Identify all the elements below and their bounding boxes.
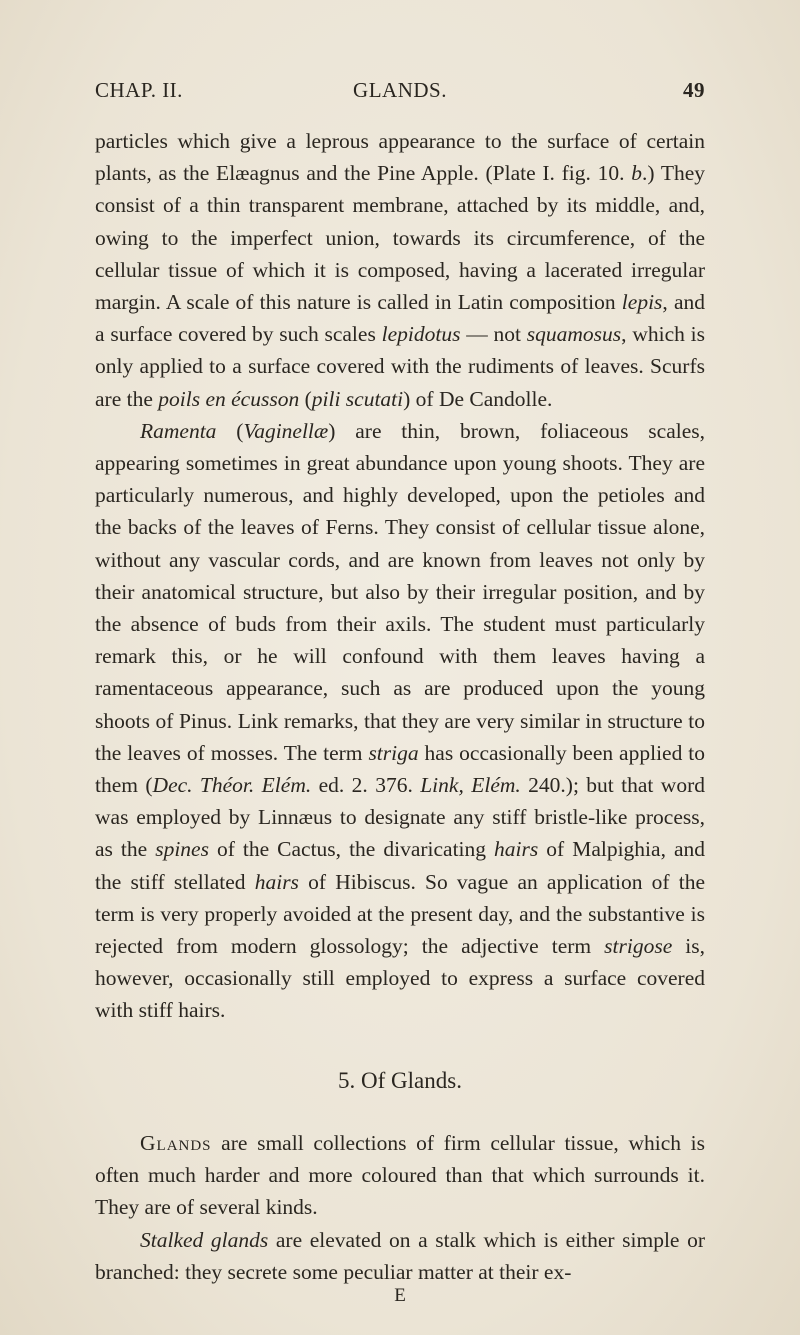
page-title: GLANDS. bbox=[353, 78, 447, 102]
italic-run: Link, Elém. bbox=[420, 773, 521, 798]
italic-run: poils en écusson bbox=[158, 386, 300, 411]
text-run: ( bbox=[299, 386, 312, 411]
signature-mark: E bbox=[394, 1285, 406, 1306]
chapter-label: CHAP. II. bbox=[95, 78, 183, 102]
body-text bbox=[95, 125, 705, 1288]
italic-run: hairs bbox=[494, 837, 539, 862]
paragraph-scurfs bbox=[95, 125, 705, 415]
paragraph-stalked-glands bbox=[95, 1224, 705, 1288]
text-run: 240.); but that word was employed by Linnæus to designate any stiff bristle-like process, as the bbox=[95, 773, 705, 862]
italic-run: squamosus bbox=[526, 322, 622, 347]
italic-run: hairs bbox=[254, 869, 299, 894]
text-run: ) are thin, brown, foliaceous scales, appearing sometimes in great abundance upon young shoots. They are particularly numerous, and highly developed, upon the petioles and the backs of the leaves of Ferns. They consist of cellular tissue alone, without any vascular cords, and are known from leaves not only by their anatomical structure, but also by their irregular position, and by the absence of buds from their axils. The student must particularly remark this, or he will confound with them leaves having a ramentaceous appearance, such as are produced upon the young shoots of Pinus. Link remarks, that they are very similar in structure to the leaves of mosses. The term bbox=[95, 418, 705, 765]
text-run: are small collections of firm cellular tissue, which is often much harder and more coloured than that which surrounds it. They are of several kinds. bbox=[95, 1130, 705, 1220]
small-caps-run: Glands bbox=[140, 1130, 212, 1155]
italic-run: Ramenta bbox=[140, 418, 217, 443]
italic-run: Dec. Théor. Elém. bbox=[152, 773, 312, 798]
italic-run: strigose bbox=[604, 934, 673, 959]
text-run: , which is only applied to a surface covered with the rudiments of leaves. Scurfs are the bbox=[95, 322, 705, 411]
text-run: , and a surface covered by such scales bbox=[95, 290, 706, 347]
italic-run: spines bbox=[155, 837, 209, 862]
page-number: 49 bbox=[683, 78, 705, 102]
text-run: is, however, occasionally still employed to express a surface covered with stiff hairs. bbox=[95, 934, 706, 1023]
paragraph-glands bbox=[95, 1127, 705, 1224]
text-run: ) of De Candolle. bbox=[403, 386, 553, 411]
text-run: of Malpighia, and the stiff stellated bbox=[95, 837, 705, 894]
running-head bbox=[95, 78, 705, 110]
text-run: of Hibiscus. So vague an application of the term is very properly avoided at the present day, and the substantive is rejected from modern glossology; the adjective term bbox=[95, 869, 705, 959]
italic-run: pili scutati bbox=[311, 386, 404, 411]
text-run: has occasionally been applied to them ( bbox=[95, 740, 705, 798]
text-run: — not bbox=[460, 322, 527, 347]
text-run: ( bbox=[216, 418, 244, 443]
text-run: are elevated on a stalk which is either simple or branched: they secrete some peculiar matter at their ex- bbox=[95, 1227, 706, 1284]
italic-run: striga bbox=[368, 740, 419, 765]
italic-run: Vaginellæ bbox=[243, 418, 329, 443]
italic-run: b bbox=[631, 161, 642, 186]
italic-run: lepis bbox=[621, 290, 663, 315]
paragraph-ramenta bbox=[95, 415, 705, 1027]
text-run: particles which give a leprous appearance to the surface of certain plants, as the Elæagnus and the Pine Apple. (Plate I. fig. 10. bbox=[95, 129, 705, 186]
section-heading: 5. Of Glands. bbox=[338, 1067, 462, 1093]
text-run: .) They consist of a thin transparent membrane, attached by its middle, and, owing to the imperfect union, towards its circumference, of the cellular tissue of which it is composed, having a lacerated irregular margin. A scale of this nature is called in Latin composition bbox=[95, 161, 705, 315]
italic-run: lepidotus bbox=[381, 322, 461, 347]
text-run: ed. 2. 376. bbox=[311, 773, 421, 798]
italic-run: Stalked glands bbox=[140, 1227, 269, 1252]
text-run: of the Cactus, the divaricating bbox=[208, 837, 495, 862]
